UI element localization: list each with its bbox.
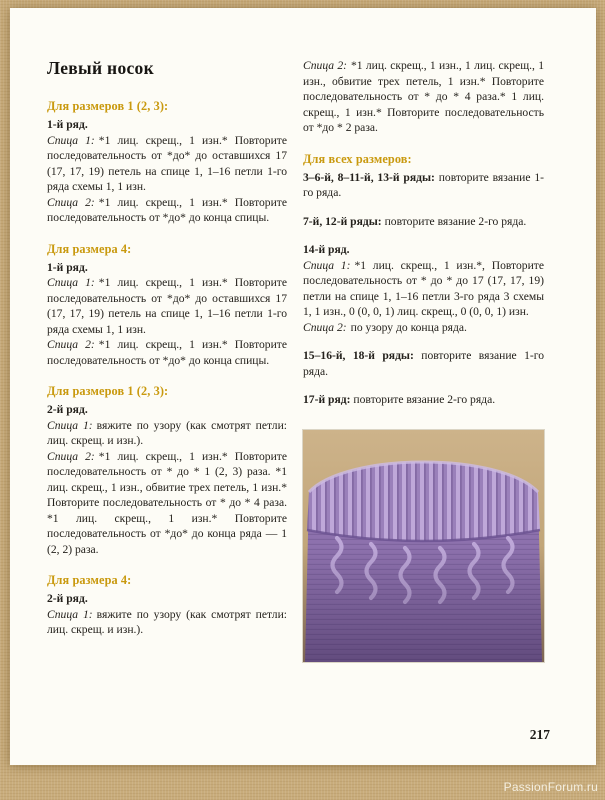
rows-summary bbox=[303, 170, 544, 201]
rows-summary bbox=[303, 392, 544, 408]
rows-summary bbox=[303, 214, 544, 230]
page-title: Левый носок bbox=[47, 58, 154, 78]
instruction-paragraph-continued bbox=[303, 58, 544, 136]
instruction-text: *1 лиц. скрещ., 1 изн.* Повторите последовательность от *до* до оставшихся 17 (17, 17, 19) петель на спице 1, 1–16 петли 1-го ряда схемы 1, 1 изн. bbox=[47, 133, 288, 193]
needle-label: Спица 2: bbox=[303, 320, 347, 334]
rows-label: 7-й, 12-й ряды: bbox=[303, 214, 382, 228]
section-heading: Для размера 4: bbox=[47, 241, 132, 256]
instruction-paragraph bbox=[47, 607, 287, 638]
instruction-paragraph bbox=[47, 337, 287, 368]
right-column bbox=[303, 58, 544, 662]
watermark: PassionForum.ru bbox=[503, 780, 598, 794]
page bbox=[10, 8, 596, 765]
instruction-paragraph bbox=[47, 275, 287, 337]
needle-label: Спица 1: bbox=[47, 276, 95, 289]
rows-label: 14-й ряд. bbox=[303, 243, 350, 256]
needle-label: Спица 2: bbox=[47, 449, 95, 463]
section-heading: Для размеров 1 (2, 3): bbox=[47, 99, 169, 113]
rows-label: 15–16-й, 18-й ряды: bbox=[303, 349, 414, 362]
instruction-text: *1 лиц. скрещ., 1 изн.* Повторите последовательность от *до* до оставшихся 17 (17, 17, 19) петель на спице 1, 1–16 петли 1-го ряда схемы 1, 1 изн. bbox=[47, 276, 288, 336]
instruction-text: вяжите по узору (как смотрят петли: лиц. скрещ. и изн.). bbox=[47, 418, 287, 447]
row-label: 1-й ряд. bbox=[47, 118, 88, 131]
instruction-paragraph bbox=[47, 195, 287, 226]
section-size-4-row2 bbox=[47, 573, 287, 638]
needle-label: Спица 1: bbox=[47, 607, 93, 621]
row-label: 2-й ряд. bbox=[47, 592, 88, 605]
instruction-text: *1 лиц. скрещ., 1 изн.* Повторите последовательность от *до* до конца спицы. bbox=[47, 338, 288, 367]
row-label: 2-й ряд. bbox=[47, 403, 88, 416]
instruction-paragraph bbox=[47, 449, 287, 558]
needle-label: Спица 2: bbox=[303, 59, 347, 72]
sock-photo bbox=[303, 430, 544, 662]
instruction-text: *1 лиц. скрещ., 1 изн.*, Повторите последовательность от * до * до 17 (17, 17, 19) петли на спице 1, 1–16 петли 3-го ряда 3 схемы 1, 1 изн., 0 (0, 0, 1) лиц. скрещ., 0 (0, 0, 1) изн. bbox=[303, 258, 544, 318]
rows-summary bbox=[303, 348, 544, 379]
needle-label: Спица 1: bbox=[47, 418, 93, 432]
section-heading: Для размера 4: bbox=[47, 573, 132, 587]
instruction-text: *1 лиц. скрещ., 1 изн.* Повторите последовательность от *до* до конца спицы. bbox=[47, 195, 288, 224]
section-size-4-row1 bbox=[47, 242, 287, 369]
instruction-paragraph bbox=[47, 418, 287, 449]
instruction-text: *1 лиц. скрещ., 1 изн.* Повторите последовательность от * до * 1 (2, 3) раза. *1 лиц. скрещ., 1 изн., обвитие трех петель, 1 изн.* Повторите последовательность от * до * 4 раза. *1 лиц. скрещ., 1 изн.* Повторите последовательность от *до* до конца ряда — 1 (2, 2) раза. bbox=[47, 449, 288, 556]
section-heading: Для размеров 1 (2, 3): bbox=[47, 384, 169, 398]
needle-label: Спица 2: bbox=[47, 338, 95, 351]
section-sizes-123-row2 bbox=[47, 384, 287, 557]
needle-label: Спица 2: bbox=[47, 195, 95, 209]
rows-text: повторите вязание 2-го ряда. bbox=[353, 393, 496, 406]
row-label: 1-й ряд. bbox=[47, 260, 88, 274]
rows-label: 17-й ряд: bbox=[303, 393, 351, 406]
rows-text: повторите вязание 2-го ряда. bbox=[384, 214, 527, 228]
instruction-text: *1 лиц. скрещ., 1 изн., 1 лиц. скрещ., 1 изн., обвитие трех петель, 1 изн.* Повторите последовательность от * до * 4 раза.* 1 лиц. скрещ., 1 изн.* Повторите последовательность от *до * 2 раза. bbox=[303, 59, 544, 134]
needle-label: Спица 1: bbox=[47, 133, 95, 147]
instruction-text: по узору до конца ряда. bbox=[350, 320, 467, 334]
rows-text: повторите вязание 1-го ряда. bbox=[303, 349, 545, 378]
instruction-paragraph bbox=[303, 258, 544, 320]
instruction-text: вяжите по узору (как смотрят петли: лиц. скрещ. и изн.). bbox=[47, 607, 287, 636]
instruction-paragraph bbox=[303, 320, 544, 336]
rows-label: 3–6-й, 8–11-й, 13-й ряды: bbox=[303, 170, 435, 184]
page-number: 217 bbox=[529, 727, 550, 742]
row-14-label bbox=[303, 242, 544, 258]
section-sizes-123-row1 bbox=[47, 99, 287, 226]
left-column bbox=[47, 58, 287, 654]
needle-label: Спица 1: bbox=[303, 258, 351, 272]
rows-text: повторите вязание 1-го ряда. bbox=[303, 170, 544, 199]
section-heading-all-sizes: Для всех размеров: bbox=[303, 151, 412, 166]
instruction-paragraph bbox=[47, 133, 287, 195]
